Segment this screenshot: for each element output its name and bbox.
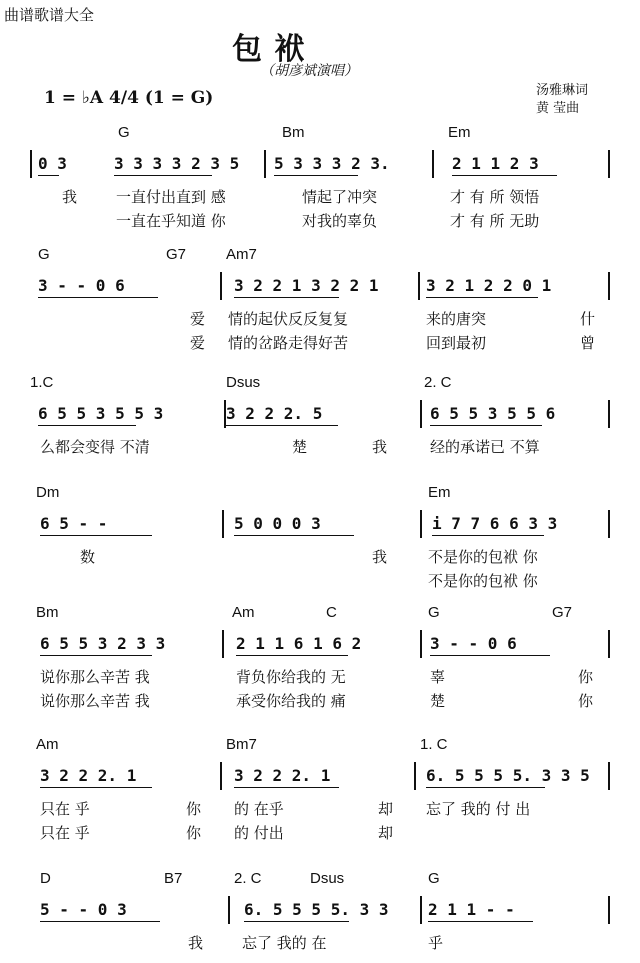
bar-line [224, 400, 226, 428]
note-group: 3 - - 0 6 [38, 276, 125, 295]
note-group: 2 1 1 2 3 [452, 154, 539, 173]
note-group: 6 5 5 3 5 5 3 [38, 404, 164, 423]
chord-label: Am [232, 604, 255, 621]
lyric-line-2: 不是你的包袱 你 [428, 572, 538, 590]
chord-label: G7 [552, 604, 573, 621]
bar-line [608, 896, 610, 924]
note-beam [40, 535, 152, 536]
chord-label: Bm [282, 124, 305, 141]
note-group: 3 2 2 2. 1 [234, 766, 331, 785]
bar-line [420, 510, 422, 538]
chord-label: C [326, 604, 337, 621]
note-group: 3 2 2 2. 5 [226, 404, 323, 423]
lyric-line-1: 我 [62, 188, 78, 206]
chord-label: G [428, 604, 440, 621]
note-group: i 7 7 6 6 3 3 [432, 514, 558, 533]
note-beam [234, 297, 339, 298]
lyric-line-1: 才 有 所 领悟 [450, 188, 540, 206]
chord-label: D [40, 870, 51, 887]
chord-label: G [118, 124, 130, 141]
note-beam [432, 535, 544, 536]
chord-label: Dsus [226, 374, 261, 391]
note-group: 6. 5 5 5 5. 3 3 5 [426, 766, 590, 785]
bar-line [608, 400, 610, 428]
note-group: 3 2 2 1 3 2 2 1 [234, 276, 379, 295]
song-title: 包 袱 [232, 32, 306, 67]
note-beam [236, 655, 348, 656]
lyric-line-2: 曾 [580, 334, 596, 352]
site-label: 曲谱歌谱大全 [4, 6, 95, 24]
lyric-line-1: 情的起伏反反复复 [228, 310, 349, 328]
note-group: 3 2 2 2. 1 [40, 766, 137, 785]
lyric-line-1: 我 [372, 548, 388, 566]
chord-label: G [38, 246, 50, 263]
lyric-line-1: 爱 [190, 310, 206, 328]
lyric-line-1: 却 [378, 800, 394, 818]
bar-line [608, 510, 610, 538]
bar-line [222, 510, 224, 538]
lyric-line-2: 说你那么辛苦 我 [40, 692, 150, 710]
note-group: 3 - - 0 6 [430, 634, 517, 653]
note-beam [430, 425, 542, 426]
chord-label: Em [428, 484, 451, 501]
note-group: 3 3 3 3 2 3 5 [114, 154, 240, 173]
lyric-line-2: 的 付出 [234, 824, 284, 842]
chord-label: B7 [164, 870, 183, 887]
lyric-line-1: 的 在乎 [234, 800, 284, 818]
bar-line [420, 400, 422, 428]
note-beam [430, 655, 550, 656]
lyric-line-1: 来的唐突 [426, 310, 487, 328]
note-group: 6 5 5 3 5 5 6 [430, 404, 556, 423]
note-beam [426, 297, 538, 298]
note-group: 6 5 - - [40, 514, 108, 533]
key-signature: 1 = ♭A 4/4 (1 = G) [44, 88, 214, 108]
note-beam [244, 921, 349, 922]
lyric-line-2: 对我的辜负 [302, 212, 378, 230]
lyric-line-2: 回到最初 [426, 334, 487, 352]
composer-credit: 黄 莹曲 [536, 101, 580, 116]
lyric-line-2: 你 [578, 692, 594, 710]
lyric-line-1: 辜 [430, 668, 446, 686]
note-beam [234, 535, 354, 536]
bar-line [432, 150, 434, 178]
lyric-line-2: 承受你给我的 痛 [236, 692, 346, 710]
lyric-line-1: 经的承诺已 不算 [430, 438, 540, 456]
lyric-line-1: 不是你的包袱 你 [428, 548, 538, 566]
note-beam [428, 921, 533, 922]
bar-line [228, 896, 230, 924]
bar-line [220, 762, 222, 790]
note-group: 6 5 5 3 2 3 3 [40, 634, 166, 653]
note-group: 2 1 1 6 1 6 2 [236, 634, 362, 653]
bar-line [420, 896, 422, 924]
bar-line [30, 150, 32, 178]
lyric-line-1: 么都会变得 不清 [40, 438, 150, 456]
bar-line [608, 630, 610, 658]
lyric-line-2: 情的岔路走得好苦 [228, 334, 349, 352]
lyric-line-1: 楚 [292, 438, 308, 456]
chord-label: Dm [36, 484, 60, 501]
lyric-line-1: 我 [188, 934, 204, 952]
bar-line [418, 272, 420, 300]
bar-line [608, 272, 610, 300]
note-group: 5 - - 0 3 [40, 900, 127, 919]
lyric-line-1: 乎 [428, 934, 444, 952]
lyric-line-2: 楚 [430, 692, 446, 710]
note-beam [114, 175, 212, 176]
chord-label: 1.C [30, 374, 54, 391]
bar-line [264, 150, 266, 178]
chord-label: G [428, 870, 440, 887]
note-group: 0 3 [38, 154, 67, 173]
lyric-line-1: 忘了 我的 在 [242, 934, 327, 952]
chord-label: 2. C [234, 870, 262, 887]
note-beam [234, 787, 339, 788]
chord-label: Dsus [310, 870, 345, 887]
lyric-line-1: 什 [580, 310, 596, 328]
note-beam [40, 655, 152, 656]
note-group: 5 0 0 0 3 [234, 514, 321, 533]
lyric-line-2: 爱 [190, 334, 206, 352]
bar-line [608, 150, 610, 178]
lyric-line-1: 数 [80, 548, 96, 566]
lyricist-credit: 汤雅琳词 [536, 83, 589, 98]
lyric-line-2: 才 有 所 无助 [450, 212, 540, 230]
note-beam [40, 921, 160, 922]
chord-label: Bm [36, 604, 59, 621]
bar-line [220, 272, 222, 300]
bar-line [222, 630, 224, 658]
lyric-line-1: 一直付出直到 感 [116, 188, 226, 206]
lyric-line-1: 说你那么辛苦 我 [40, 668, 150, 686]
note-group: 5 3 3 3 2 3. [274, 154, 390, 173]
lyric-line-2: 却 [378, 824, 394, 842]
chord-label: Am [36, 736, 59, 753]
chord-label: Em [448, 124, 471, 141]
bar-line [420, 630, 422, 658]
note-group: 3 2 1 2 2 0 1 [426, 276, 552, 295]
note-beam [226, 425, 338, 426]
note-beam [274, 175, 358, 176]
lyric-line-1: 情起了冲突 [302, 188, 378, 206]
lyric-line-2: 只在 乎 [40, 824, 90, 842]
note-group: 2 1 1 - - [428, 900, 515, 919]
lyric-line-1: 背负你给我的 无 [236, 668, 346, 686]
lyric-line-1: 你 [186, 800, 202, 818]
note-group: 6. 5 5 5 5. 3 3 [244, 900, 389, 919]
song-subtitle: （胡彦斌演唱） [260, 63, 358, 79]
chord-label: Bm7 [226, 736, 257, 753]
note-beam [38, 297, 158, 298]
lyric-line-1: 我 [372, 438, 388, 456]
lyric-line-1: 你 [578, 668, 594, 686]
lyric-line-1: 忘了 我的 付 出 [426, 800, 531, 818]
note-beam [40, 787, 152, 788]
credits [536, 82, 588, 118]
note-beam [452, 175, 557, 176]
chord-label: 2. C [424, 374, 452, 391]
chord-label: 1. C [420, 736, 448, 753]
chord-label: Am7 [226, 246, 257, 263]
note-beam [426, 787, 545, 788]
note-beam [38, 425, 136, 426]
lyric-line-2: 你 [186, 824, 202, 842]
lyric-line-2: 一直在乎知道 你 [116, 212, 226, 230]
chord-label: G7 [166, 246, 187, 263]
lyric-line-1: 只在 乎 [40, 800, 90, 818]
bar-line [608, 762, 610, 790]
note-beam [38, 175, 59, 176]
bar-line [414, 762, 416, 790]
